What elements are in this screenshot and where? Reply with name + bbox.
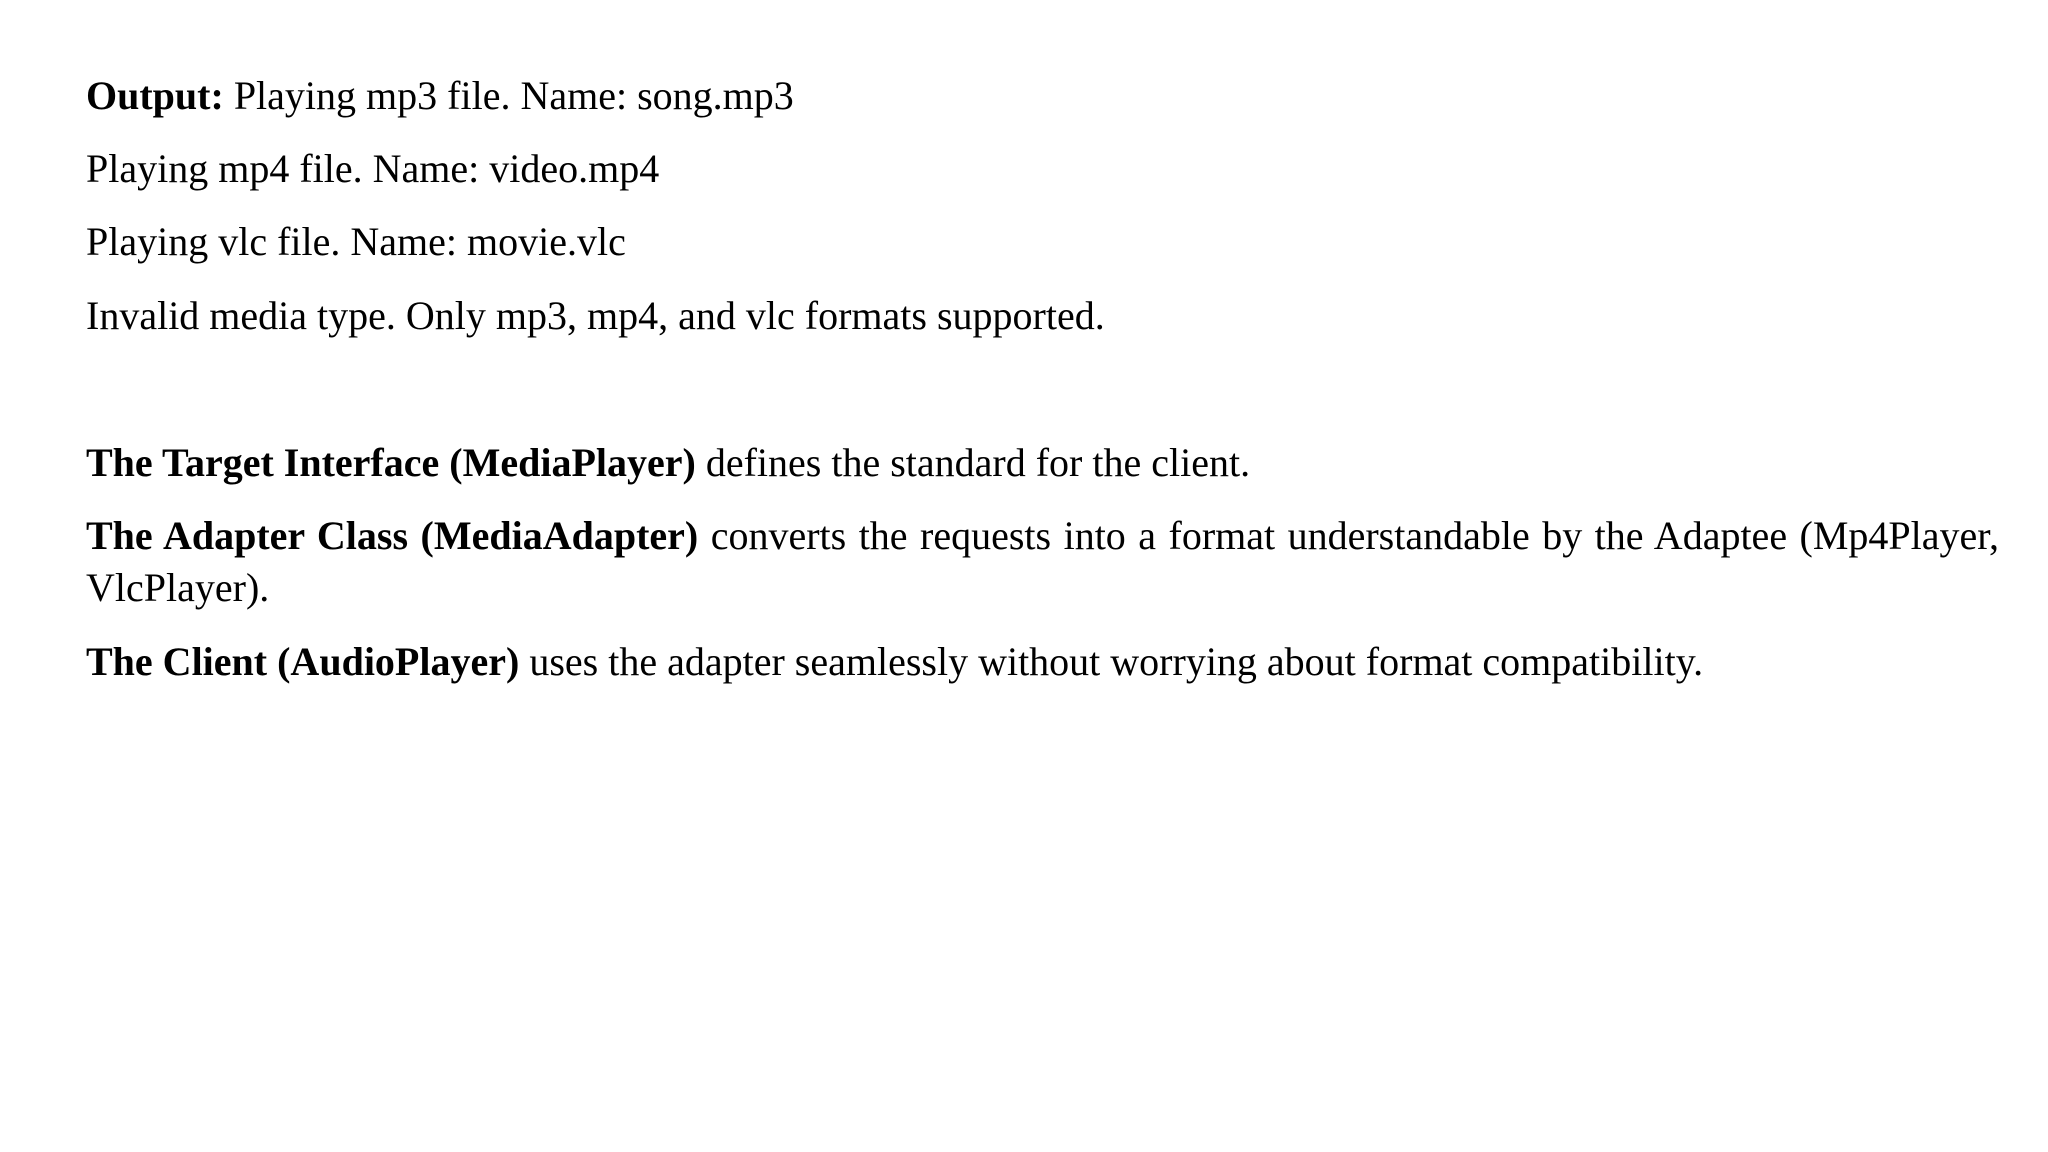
explanation-text: defines the standard for the client. <box>705 440 1251 485</box>
output-line-1 <box>86 70 1999 122</box>
output-text-3: Playing vlc file. Name: movie.vlc <box>86 219 626 264</box>
explanation-target-interface <box>86 437 1999 489</box>
explanation-term: The Adapter Class (MediaAdapter) <box>86 513 699 558</box>
explanation-adapter-class <box>86 510 1999 614</box>
output-label: Output: <box>86 73 224 118</box>
output-line-2 <box>86 143 1999 195</box>
explanation-term: The Target Interface (MediaPlayer) <box>86 440 696 485</box>
output-line-3 <box>86 216 1999 268</box>
output-text-4: Invalid media type. Only mp3, mp4, and vlc formats supported. <box>86 293 1105 338</box>
explanation-term: The Client (AudioPlayer) <box>86 639 520 684</box>
explanation-text: converts the requests into a format understandable by the Adaptee (Mp4Player, VlcPlayer). <box>86 513 2000 610</box>
explanation-text: uses the adapter seamlessly without worrying about format compatibility. <box>529 639 1704 684</box>
output-text-1: Playing mp3 file. Name: song.mp3 <box>233 73 794 118</box>
output-line-4 <box>86 290 1999 342</box>
explanation-client <box>86 636 1999 688</box>
output-text-2: Playing mp4 file. Name: video.mp4 <box>86 146 660 191</box>
